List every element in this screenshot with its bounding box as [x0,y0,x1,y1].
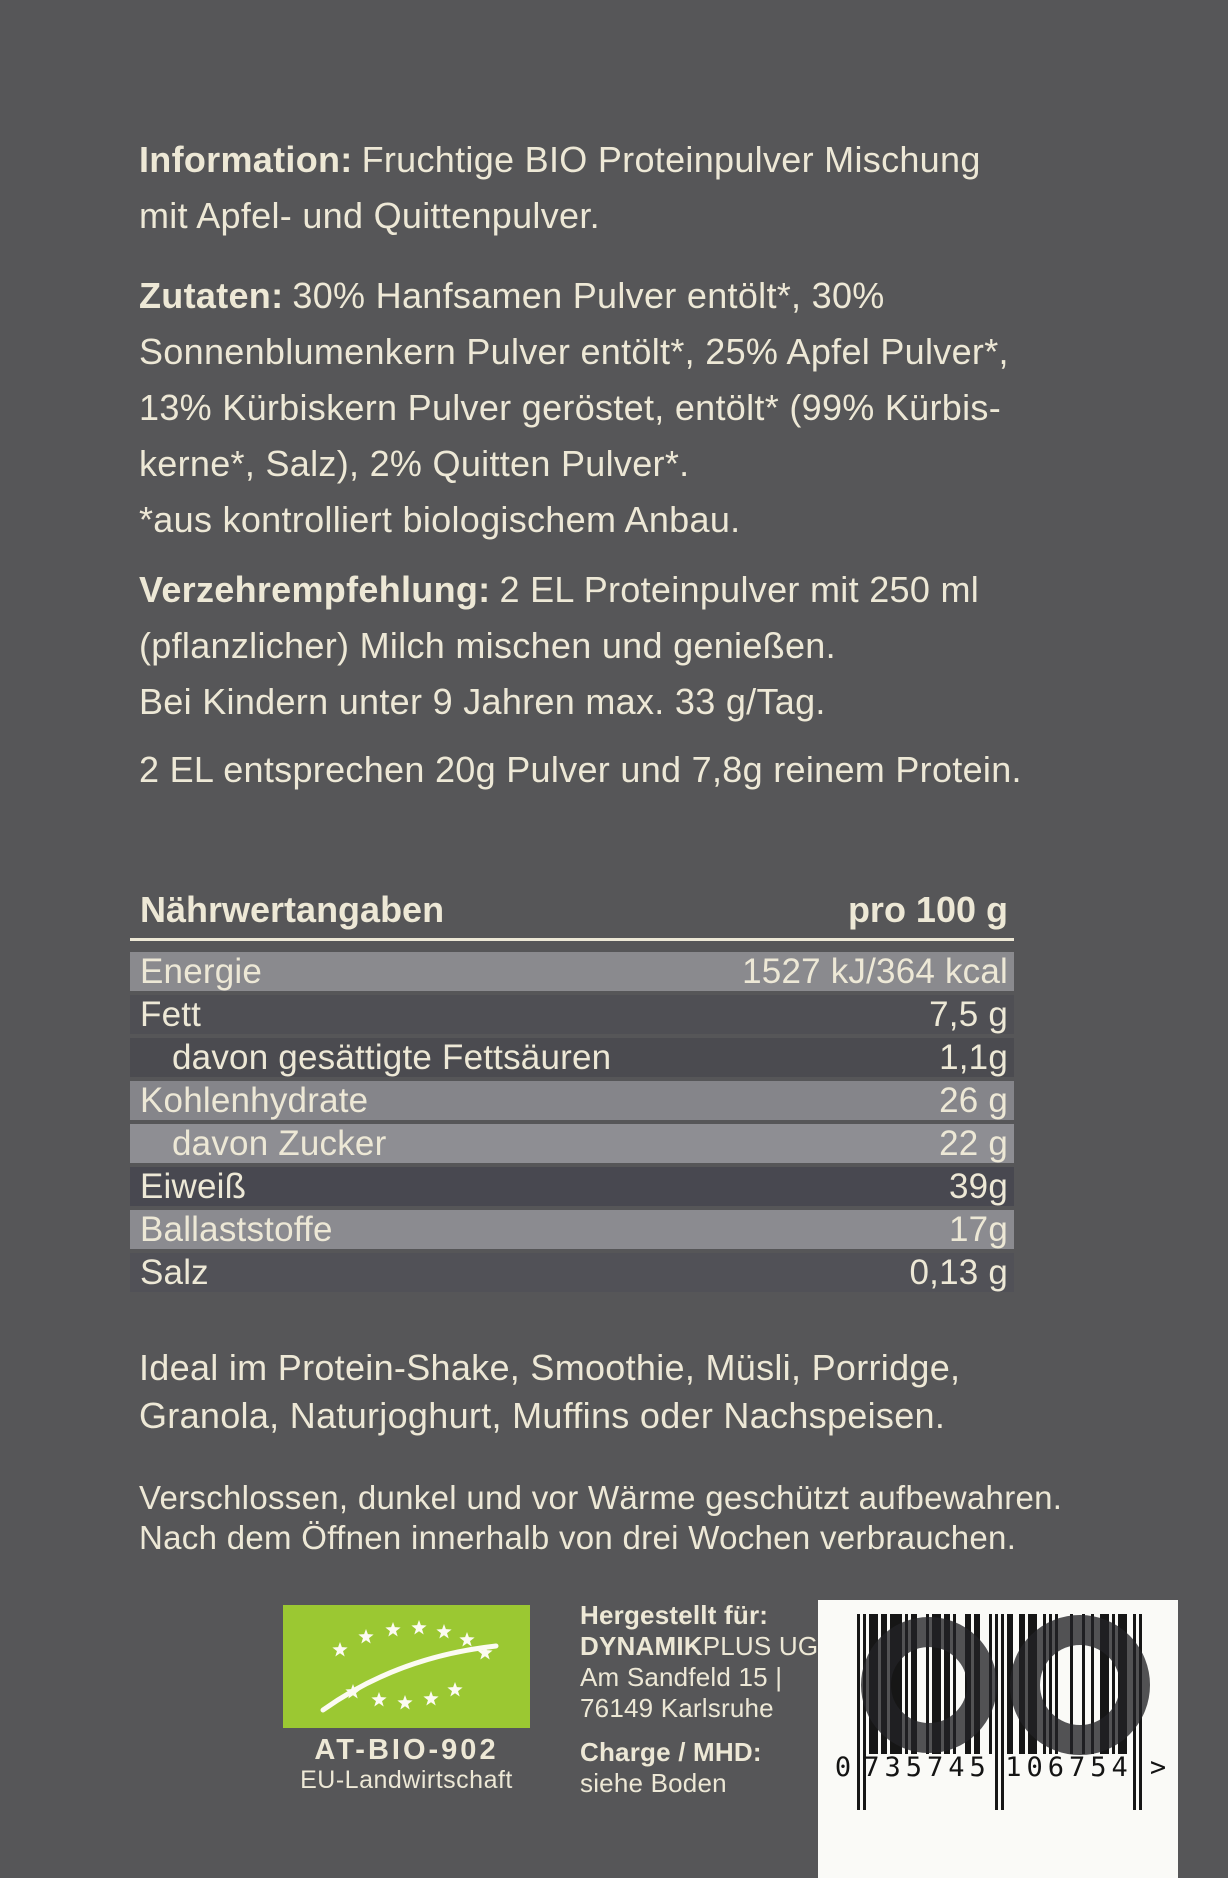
row-label: Kohlenhydrate [140,1081,369,1120]
barcode-digit-system: 0 [834,1752,852,1783]
row-value: 22 g [939,1124,1008,1163]
nutrition-table-header [130,882,1008,938]
serving-recommendation-paragraph [139,562,979,730]
batch-value: siehe Boden [580,1768,727,1798]
text-line [139,132,981,188]
row-label: davon gesättigte Fettsäuren [172,1038,612,1077]
storage-note [139,1478,1062,1558]
usage-note [139,1344,960,1440]
table-row [130,1038,1014,1077]
serving-label: Verzehrempfehlung: [139,569,491,610]
table-row [130,1253,1014,1292]
text-line: kerne*, Salz), 2% Quitten Pulver*. [139,443,690,484]
text-line [139,562,979,618]
row-value: 1,1g [939,1038,1008,1077]
table-rule [130,938,1014,941]
row-label: Ballaststoffe [140,1210,333,1249]
eu-organic-logo [283,1605,530,1728]
info-text: Fruchtige BIO Proteinpulver Mischung [361,139,981,180]
barcode-digits-right: 106754 [1005,1752,1133,1783]
row-value: 1527 kJ/364 kcal [742,952,1008,991]
table-row [130,1124,1014,1163]
barcode-quiet-zone-mark: > [1149,1752,1167,1783]
batch-label: Charge / MHD: [580,1737,762,1767]
row-value: 39g [949,1167,1008,1206]
row-value: 0,13 g [909,1253,1008,1292]
manufacturer-address-line: Am Sandfeld 15 | [580,1662,783,1692]
text-line: Sonnenblumenkern Pulver entölt*, 25% Apfel Pulver*, [139,331,1009,372]
table-row [130,995,1014,1034]
row-label: Eiweiß [140,1167,247,1206]
row-label: davon Zucker [172,1124,387,1163]
text-line: Ideal im Protein-Shake, Smoothie, Müsli, Porridge, [139,1347,961,1388]
row-value: 17g [949,1210,1008,1249]
ingredients-text: 30% Hanfsamen Pulver entölt*, 30% [292,275,885,316]
text-line: 13% Kürbiskern Pulver geröstet, entölt* (99% Kürbis- [139,387,1002,428]
table-row [130,1167,1014,1206]
row-value: 26 g [939,1081,1008,1120]
manufacturer-name-bold: DYNAMIK [580,1631,703,1661]
table-row [130,1210,1014,1249]
organic-certification-code: AT-BIO-902 [314,1734,499,1766]
row-label: Energie [140,952,263,991]
text-line: Granola, Naturjoghurt, Muffins oder Nachspeisen. [139,1395,946,1436]
row-value: 7,5 g [929,995,1008,1034]
batch-block [580,1737,762,1799]
text-line: Bei Kindern unter 9 Jahren max. 33 g/Tag. [139,681,826,722]
eu-organic-leaf-icon [283,1605,530,1728]
barcode-bars [818,1600,1178,1878]
dosage-note [139,742,1022,798]
text-line [139,268,1009,324]
manufacturer-label: Hergestellt für: [580,1600,769,1630]
ean-barcode [818,1600,1178,1878]
row-label: Salz [140,1253,209,1292]
manufacturer-name [580,1631,818,1662]
table-row [130,952,1014,991]
text-line: Nach dem Öffnen innerhalb von drei Wochen verbrauchen. [139,1519,1017,1556]
serving-text: 2 EL Proteinpulver mit 250 ml [499,569,980,610]
text-line: 2 EL entsprechen 20g Pulver und 7,8g reinem Protein. [139,749,1022,790]
barcode-digits-left: 735745 [863,1752,991,1783]
ingredients-label: Zutaten: [139,275,284,316]
nutrition-per-column: pro 100 g [847,889,1008,930]
text-line: mit Apfel- und Quittenpulver. [139,195,600,236]
manufacturer-name-rest: PLUS UG [702,1631,819,1661]
text-line: (pflanzlicher) Milch mischen und genießen. [139,625,836,666]
text-line: *aus kontrolliert biologischem Anbau. [139,499,741,540]
manufacturer-address-line: 76149 Karlsruhe [580,1693,774,1723]
info-paragraph [139,132,981,244]
manufacturer-block [580,1600,818,1724]
nutrition-title: Nährwertangaben [140,889,445,930]
info-label: Information: [139,139,353,180]
nutrition-table [130,952,1014,1296]
table-row [130,1081,1014,1120]
text-line: Verschlossen, dunkel und vor Wärme geschützt aufbewahren. [139,1479,1063,1516]
ingredients-paragraph [139,268,1009,548]
row-label: Fett [140,995,202,1034]
organic-origin: EU-Landwirtschaft [300,1766,513,1794]
